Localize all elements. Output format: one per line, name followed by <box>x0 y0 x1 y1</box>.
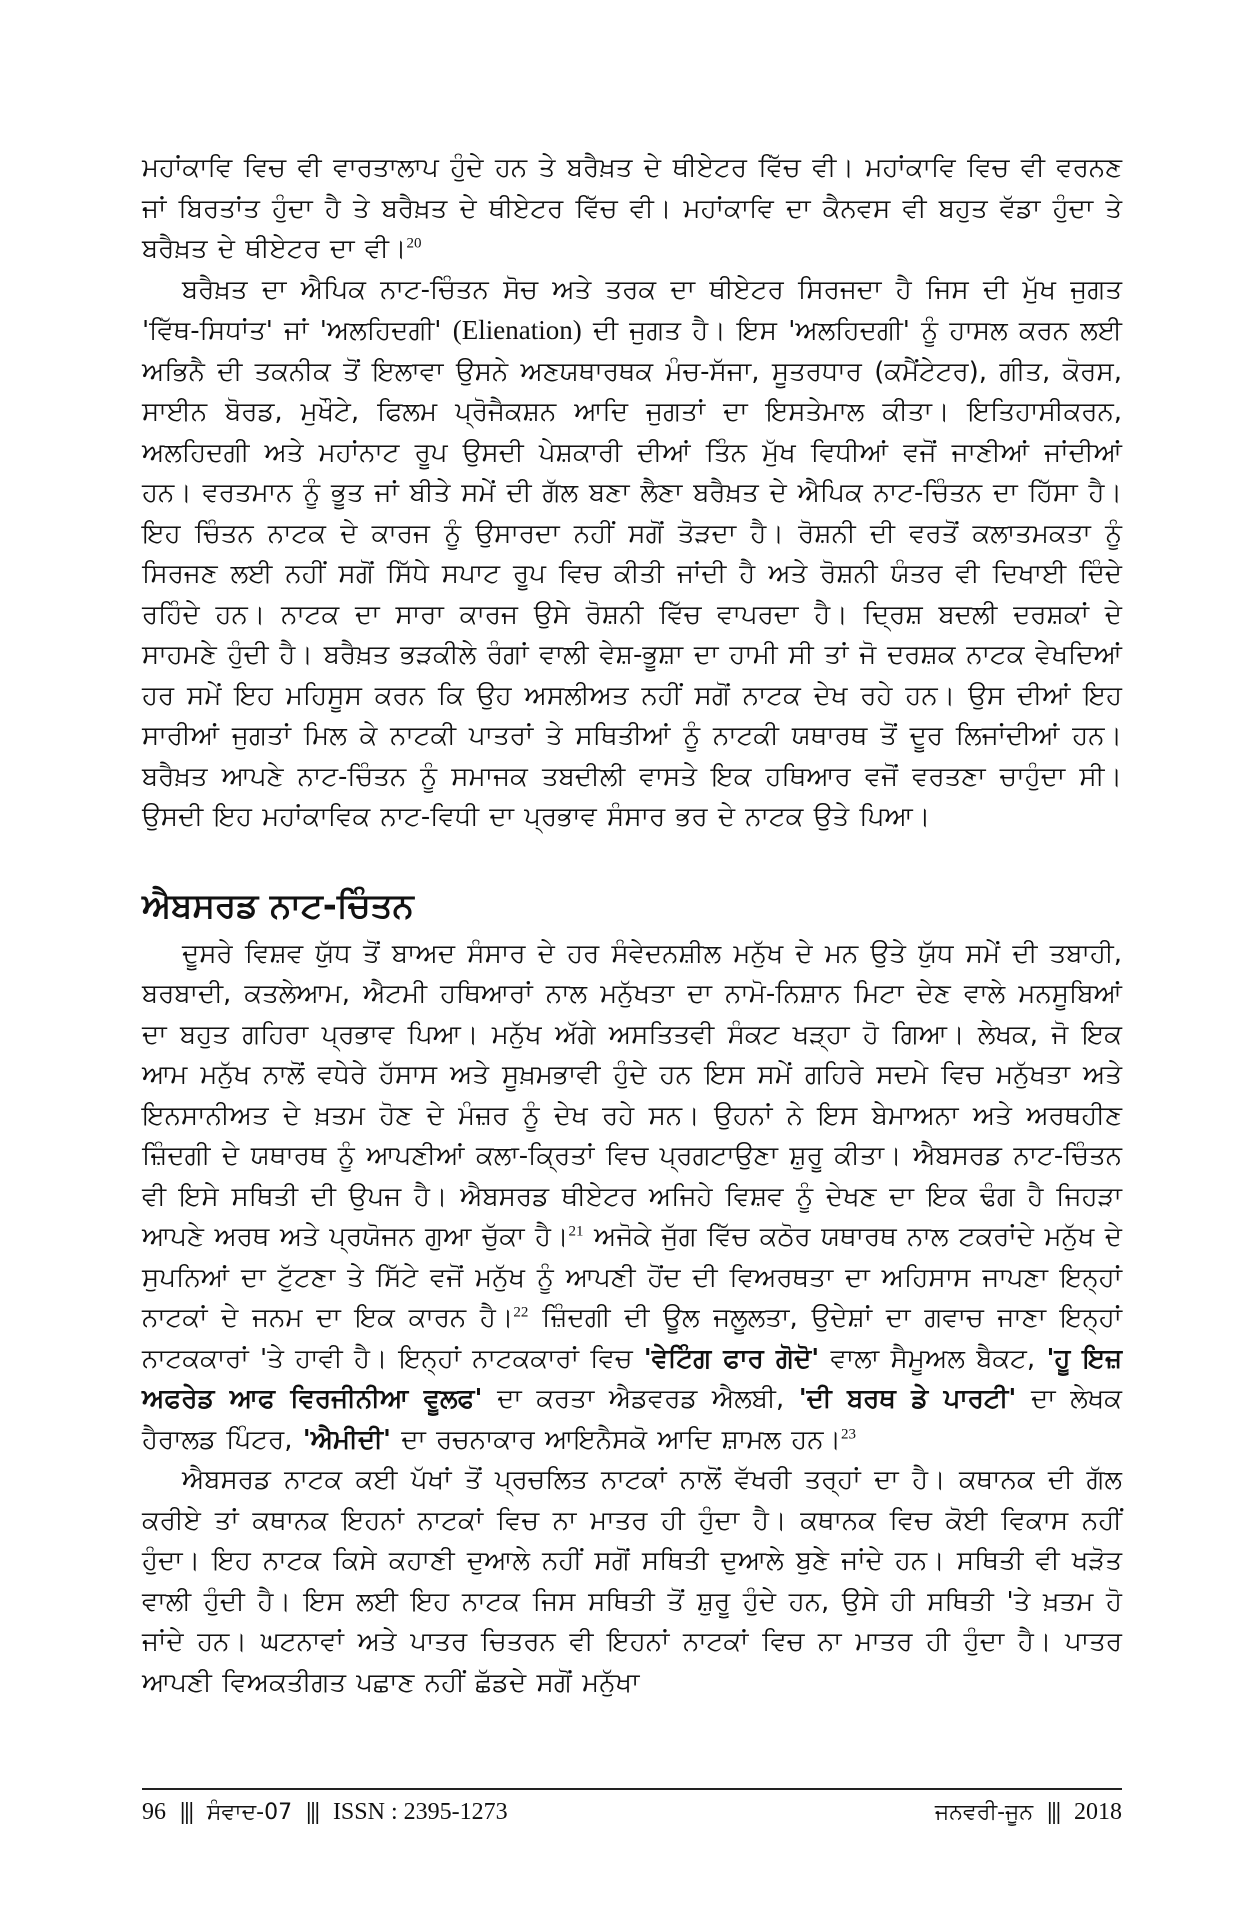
issn: ISSN : 2395-1273 <box>332 1798 508 1825</box>
paragraph-3 <box>142 934 1122 1461</box>
paragraph-text: ਜ਼ਿੰਦਗੀ ਦੀ ਊਲ ਜਲੂਲਤਾ, ਉਦੇਸ਼ਾਂ ਦਾ ਗਵਾਚ ਜਾਣਾ ਇਨ੍ਹਾਂ ਨਾਟਕਕਾਰਾਂ 'ਤੇ ਹਾਵੀ ਹੈ। ਇਨ੍ਹਾਂ ਨਾਟਕਕਾਰਾਂ ਵਿਚ <box>142 1303 1123 1374</box>
footer-left <box>142 1798 508 1826</box>
footer-separator: ||| <box>306 1798 319 1825</box>
paragraph-1 <box>142 148 1122 270</box>
footer-right <box>935 1798 1122 1826</box>
footer-separator: ||| <box>180 1798 193 1825</box>
footnote-ref: 21 <box>568 1223 584 1240</box>
paragraph-text: ਵਾਲਾ ਸੈਮੂਅਲ ਬੈਕਟ, <box>830 1343 1036 1374</box>
paragraph-text: ਮਹਾਂਕਾਵਿ ਵਿਚ ਵੀ ਵਾਰਤਾਲਾਪ ਹੁੰਦੇ ਹਨ ਤੇ ਬਰੈਖ਼ਤ ਦੇ ਥੀਏਟਰ ਵਿੱਚ ਵੀ। ਮਹਾਂਕਾਵਿ ਵਿਚ ਵੀ ਵਰਨਣ ਜਾਂ ਬਿਰਤਾਂਤ ਹੁੰਦਾ ਹੈ ਤੇ ਬਰੈਖ਼ਤ ਦੇ ਥੀਏਟਰ ਵਿੱਚ ਵੀ। ਮਹਾਂਕਾਵਿ ਦਾ ਕੈਨਵਸ ਵੀ ਬਹੁਤ ਵੱਡਾ ਹੁੰਦਾ ਤੇ ਬਰੈਖ਼ਤ ਦੇ ਥੀਏਟਰ ਦਾ ਵੀ। <box>142 153 1122 264</box>
section-heading: ਐਬਸਰਡ ਨਾਟ-ਚਿੰਤਨ <box>142 885 414 926</box>
page-number: 96 <box>142 1798 166 1825</box>
page-footer <box>142 1788 1122 1826</box>
paragraph-4 <box>142 1460 1122 1703</box>
footnote-ref: 23 <box>841 1425 857 1442</box>
paragraph-text: ਦੂਸਰੇ ਵਿਸ਼ਵ ਯੁੱਧ ਤੋਂ ਬਾਅਦ ਸੰਸਾਰ ਦੇ ਹਰ ਸੰਵੇਦਨਸ਼ੀਲ ਮਨੁੱਖ ਦੇ ਮਨ ਉਤੇ ਯੁੱਧ ਸਮੇਂ ਦੀ ਤਬਾਹੀ, ਬਰਬਾਦੀ, ਕਤਲੇਆਮ, ਐਟਮੀ ਹਥਿਆਰਾਂ ਨਾਲ ਮਨੁੱਖਤਾ ਦਾ ਨਾਮੋ-ਨਿਸ਼ਾਨ ਮਿਟਾ ਦੇਣ ਵਾਲੇ ਮਨਸੂਬਿਆਂ ਦਾ ਬਹੁਤ ਗਹਿਰਾ ਪ੍ਰਭਾਵ ਪਿਆ। ਮਨੁੱਖ ਅੱਗੇ ਅਸਤਿਤਵੀ ਸੰਕਟ ਖੜ੍ਹਾ ਹੋ ਗਿਆ। ਲੇਖਕ, ਜੋ ਇਕ ਆਮ ਮਨੁੱਖ ਨਾਲੋਂ ਵਧੇਰੇ ਹੱਸਾਸ ਅਤੇ ਸੂਖ਼ਮਭਾਵੀ ਹੁੰਦੇ ਹਨ ਇਸ ਸਮੇਂ ਗਹਿਰੇ ਸਦਮੇ ਵਿਚ ਮਨੁੱਖਤਾ ਅਤੇ ਇਨਸਾਨੀਅਤ ਦੇ ਖ਼ਤਮ ਹੋਣ ਦੇ ਮੰਜ਼ਰ ਨੂੰ ਦੇਖ ਰਹੇ ਸਨ। ਉਹਨਾਂ ਨੇ ਇਸ ਬੇਮਾਅਨਾ ਅਤੇ ਅਰਥਹੀਣ ਜ਼ਿੰਦਗੀ ਦੇ ਯਥਾਰਥ ਨੂੰ ਆਪਣੀਆਂ ਕਲਾ-ਕ੍ਰਿਤਾਂ ਵਿਚ ਪ੍ਰਗਟਾਉਣਾ ਸ਼ੁਰੂ ਕੀਤਾ। ਐਬਸਰਡ ਨਾਟ-ਚਿੰਤਨ ਵੀ ਇਸੇ ਸਥਿਤੀ ਦੀ ਉਪਜ ਹੈ। ਐਬਸਰਡ ਥੀਏਟਰ ਅਜਿਹੇ ਵਿਸ਼ਵ ਨੂੰ ਦੇਖਣ ਦਾ ਇਕ ਢੰਗ ਹੈ ਜਿਹੜਾ ਆਪਣੇ ਅਰਥ ਅਤੇ ਪ੍ਰਯੋਜਨ ਗੁਆ ਚੁੱਕਾ ਹੈ। <box>142 938 1122 1252</box>
journal-name: ਸੰਵਾਦ-07 <box>206 1799 293 1825</box>
work-title: 'ਵੇਟਿੰਗ ਫਾਰ ਗੋਦੋ' <box>643 1343 820 1374</box>
work-title: 'ਦੀ ਬਰਥ ਡੇ ਪਾਰਟੀ' <box>798 1384 1017 1414</box>
footnote-ref: 20 <box>406 235 422 252</box>
paragraph-text: ਐਬਸਰਡ ਨਾਟਕ ਕਈ ਪੱਖਾਂ ਤੋਂ ਪ੍ਰਚਲਿਤ ਨਾਟਕਾਂ ਨਾਲੋਂ ਵੱਖਰੀ ਤਰ੍ਹਾਂ ਦਾ ਹੈ। ਕਥਾਨਕ ਦੀ ਗੱਲ ਕਰੀਏ ਤਾਂ ਕਥਾਨਕ ਇਹਨਾਂ ਨਾਟਕਾਂ ਵਿਚ ਨਾ ਮਾਤਰ ਹੀ ਹੁੰਦਾ ਹੈ। ਕਥਾਨਕ ਵਿਚ ਕੋਈ ਵਿਕਾਸ ਨਹੀਂ ਹੁੰਦਾ। ਇਹ ਨਾਟਕ ਕਿਸੇ ਕਹਾਣੀ ਦੁਆਲੇ ਨਹੀਂ ਸਗੋਂ ਸਥਿਤੀ ਦੁਆਲੇ ਬੁਣੇ ਜਾਂਦੇ ਹਨ। ਸਥਿਤੀ ਵੀ ਖੜੋਤ ਵਾਲੀ ਹੁੰਦੀ ਹੈ। ਇਸ ਲਈ ਇਹ ਨਾਟਕ ਜਿਸ ਸਥਿਤੀ ਤੋਂ ਸ਼ੁਰੂ ਹੁੰਦੇ ਹਨ, ਉਸੇ ਹੀ ਸਥਿਤੀ 'ਤੇ ਖ਼ਤਮ ਹੋ ਜਾਂਦੇ ਹਨ। ਘਟਨਾਵਾਂ ਅਤੇ ਪਾਤਰ ਚਿਤਰਨ ਵੀ ਇਹਨਾਂ ਨਾਟਕਾਂ ਵਿਚ ਨਾ ਮਾਤਰ ਹੀ ਹੁੰਦਾ ਹੈ। ਪਾਤਰ ਆਪਣੀ ਵਿਅਕਤੀਗਤ ਪਛਾਣ ਨਹੀਂ ਛੱਡਦੇ ਸਗੋਂ ਮਨੁੱਖਾ <box>142 1465 1122 1698</box>
issue-period: ਜਨਵਰੀ-ਜੂਨ <box>934 1799 1034 1825</box>
latin-term: (Elienation) <box>452 315 582 345</box>
paragraph-text: ਦਾ ਰਚਨਾਕਾਰ ਆਇਨੈਸਕੋ ਆਦਿ ਸ਼ਾਮਲ ਹਨ। <box>401 1424 842 1455</box>
work-title: 'ਹੂ ਇਜ਼ ਅਫਰੇਡ ਆਫ ਵਿਰਜੀਨੀਆ ਵੂਲਫ' <box>142 1343 1123 1414</box>
article-body <box>142 148 1122 1703</box>
paragraph-text: ਦਾ ਲੇਖਕ ਹੈਰਾਲਡ ਪਿੰਟਰ, <box>142 1384 1122 1455</box>
paragraph-text: ਦੀ ਜੁਗਤ ਹੈ। ਇਸ 'ਅਲਹਿਦਗੀ' ਨੂੰ ਹਾਸਲ ਕਰਨ ਲਈ ਅਭਿਨੈ ਦੀ ਤਕਨੀਕ ਤੋਂ ਇਲਾਵਾ ਉਸਨੇ ਅਣਯਥਾਰਥਕ ਮੰਚ-ਸੱਜਾ, ਸੂਤਰਧਾਰ (ਕਮੈਂਟੇਟਰ), ਗੀਤ, ਕੋਰਸ, ਸਾਈਨ ਬੋਰਡ, ਮੁਖੌਟੇ, ਫਿਲਮ ਪ੍ਰੋਜੈਕਸ਼ਨ ਆਦਿ ਜੁਗਤਾਂ ਦਾ ਇਸਤੇਮਾਲ ਕੀਤਾ। ਇਤਿਹਾਸੀਕਰਨ, ਅਲਹਿਦਗੀ ਅਤੇ ਮਹਾਂਨਾਟ ਰੂਪ ਉਸਦੀ ਪੇਸ਼ਕਾਰੀ ਦੀਆਂ ਤਿੰਨ ਮੁੱਖ ਵਿਧੀਆਂ ਵਜੋਂ ਜਾਣੀਆਂ ਜਾਂਦੀਆਂ ਹਨ। ਵਰਤਮਾਨ ਨੂੰ ਭੂਤ ਜਾਂ ਬੀਤੇ ਸਮੇਂ ਦੀ ਗੱਲ ਬਣਾ ਲੈਣਾ ਬਰੈਖ਼ਤ ਦੇ ਐਪਿਕ ਨਾਟ-ਚਿੰਤਨ ਦਾ ਹਿੱਸਾ ਹੈ। ਇਹ ਚਿੰਤਨ ਨਾਟਕ ਦੇ ਕਾਰਜ ਨੂੰ ਉਸਾਰਦਾ ਨਹੀਂ ਸਗੋਂ ਤੋੜਦਾ ਹੈ। ਰੋਸ਼ਨੀ ਦੀ ਵਰਤੋਂ ਕਲਾਤਮਕਤਾ ਨੂੰ ਸਿਰਜਣ ਲਈ ਨਹੀਂ ਸਗੋਂ ਸਿੱਧੇ ਸਪਾਟ ਰੂਪ ਵਿਚ ਕੀਤੀ ਜਾਂਦੀ ਹੈ ਅਤੇ ਰੋਸ਼ਨੀ ਯੰਤਰ ਵੀ ਦਿਖਾਈ ਦਿੰਦੇ ਰਹਿੰਦੇ ਹਨ। ਨਾਟਕ ਦਾ ਸਾਰਾ ਕਾਰਜ ਉਸੇ ਰੋਸ਼ਨੀ ਵਿੱਚ ਵਾਪਰਦਾ ਹੈ। ਦ੍ਰਿਸ਼ ਬਦਲੀ ਦਰਸ਼ਕਾਂ ਦੇ ਸਾਹਮਣੇ ਹੁੰਦੀ ਹੈ। ਬਰੈਖ਼ਤ ਭੜਕੀਲੇ ਰੰਗਾਂ ਵਾਲੀ ਵੇਸ਼-ਭੂਸ਼ਾ ਦਾ ਹਾਮੀ ਸੀ ਤਾਂ ਜੋ ਦਰਸ਼ਕ ਨਾਟਕ ਵੇਖਦਿਆਂ ਹਰ ਸਮੇਂ ਇਹ ਮਹਿਸੂਸ ਕਰਨ ਕਿ ਉਹ ਅਸਲੀਅਤ ਨਹੀਂ ਸਗੋਂ ਨਾਟਕ ਦੇਖ ਰਹੇ ਹਨ। ਉਸ ਦੀਆਂ ਇਹ ਸਾਰੀਆਂ ਜੁਗਤਾਂ ਮਿਲ ਕੇ ਨਾਟਕੀ ਪਾਤਰਾਂ ਤੇ ਸਥਿਤੀਆਂ ਨੂੰ ਨਾਟਕੀ ਯਥਾਰਥ ਤੋਂ ਦੂਰ ਲਿਜਾਂਦੀਆਂ ਹਨ। ਬਰੈਖ਼ਤ ਆਪਣੇ ਨਾਟ-ਚਿੰਤਨ ਨੂੰ ਸਮਾਜਕ ਤਬਦੀਲੀ ਵਾਸਤੇ ਇਕ ਹਥਿਆਰ ਵਜੋਂ ਵਰਤਣਾ ਚਾਹੁੰਦਾ ਸੀ। ਉਸਦੀ ਇਹ ਮਹਾਂਕਾਵਿਕ ਨਾਟ-ਵਿਧੀ ਦਾ ਪ੍ਰਭਾਵ ਸੰਸਾਰ ਭਰ ਦੇ ਨਾਟਕ ਉਤੇ ਪਿਆ। <box>142 316 1123 832</box>
footnote-ref: 22 <box>513 1304 529 1321</box>
paragraph-text: ਦਾ ਕਰਤਾ ਐਡਵਰਡ ਐਲਬੀ, <box>497 1384 785 1414</box>
paragraph-2 <box>142 270 1122 838</box>
paragraph-text: ਅਜੋਕੇ ਜੁੱਗ ਵਿੱਚ ਕਠੋਰ ਯਥਾਰਥ ਨਾਲ ਟਕਰਾਂਦੇ ਮਨੁੱਖ ਦੇ ਸੁਪਨਿਆਂ ਦਾ ਟੁੱਟਣਾ ਤੇ ਸਿੱਟੇ ਵਜੋਂ ਮਨੁੱਖ ਨੂੰ ਆਪਣੀ ਹੋਂਦ ਦੀ ਵਿਅਰਥਤਾ ਦਾ ਅਹਿਸਾਸ ਜਾਪਣਾ ਇਨ੍ਹਾਂ ਨਾਟਕਾਂ ਦੇ ਜਨਮ ਦਾ ਇਕ ਕਾਰਨ ਹੈ। <box>142 1222 1122 1333</box>
work-title: 'ਐਮੀਦੀ' <box>302 1424 391 1455</box>
footer-separator: ||| <box>1047 1798 1060 1825</box>
paragraph-text: ਬਰੈਖ਼ਤ ਦਾ ਐਪਿਕ ਨਾਟ-ਚਿੰਤਨ ਸੋਚ ਅਤੇ ਤਰਕ ਦਾ ਥੀਏਟਰ ਸਿਰਜਦਾ ਹੈ ਜਿਸ ਦੀ ਮੁੱਖ ਜੁਗਤ 'ਵਿੱਥ-ਸਿਧਾਂਤ' ਜਾਂ 'ਅਲਹਿਦਗੀ' <box>142 274 1122 346</box>
issue-year: 2018 <box>1074 1798 1122 1825</box>
